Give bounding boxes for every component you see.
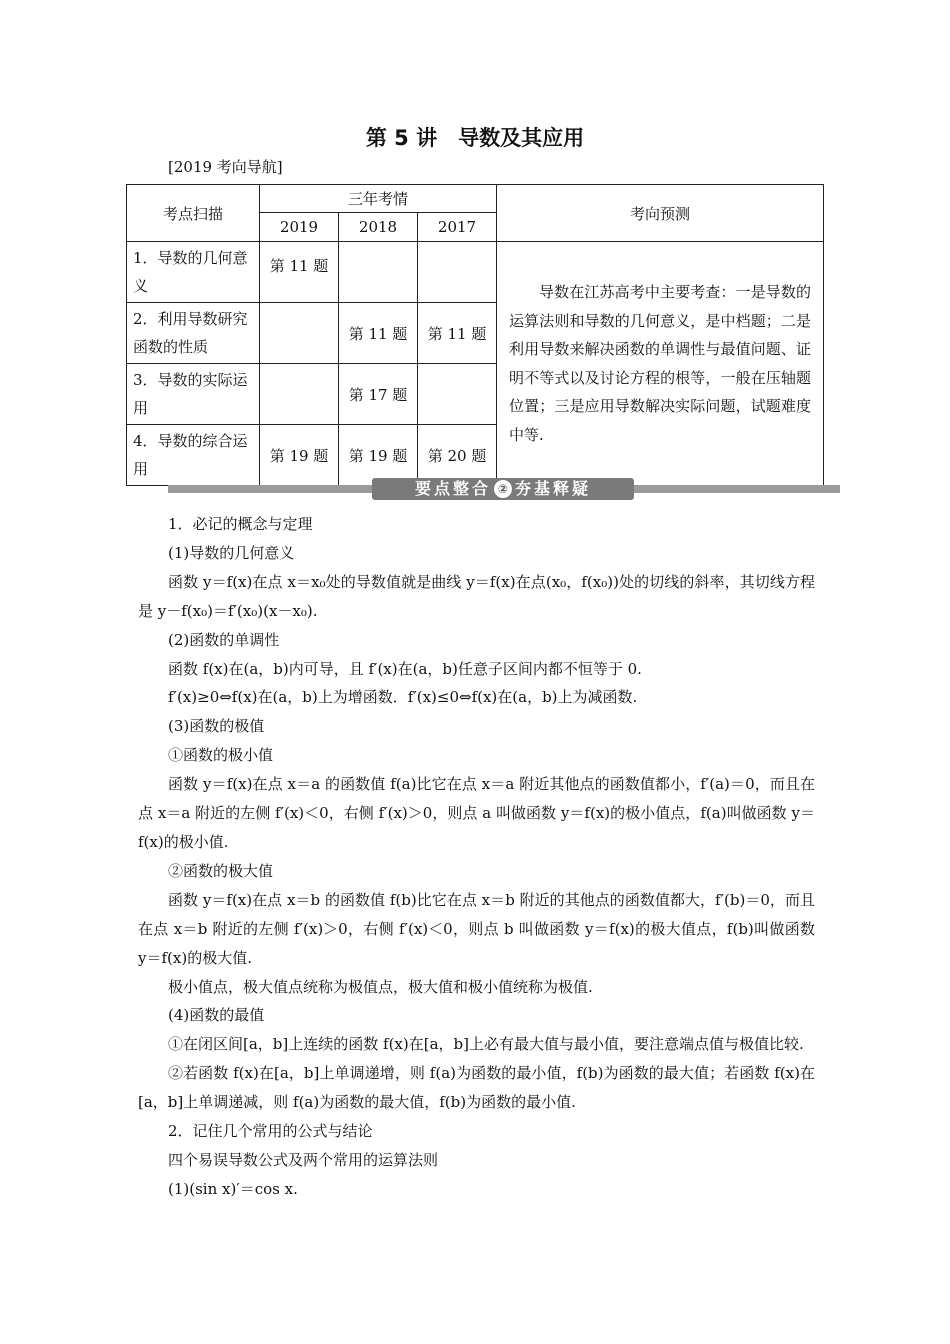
header-three-years: 三年考情 xyxy=(260,185,497,213)
content-body xyxy=(138,510,815,1204)
subheading-local-max: ②函数的极大值 xyxy=(168,861,274,880)
formula-sin: (1)(sin x)′＝cos x. xyxy=(168,1179,298,1198)
topic-cell: 1．导数的几何意义 xyxy=(127,242,260,303)
paragraph-formulas-intro: 四个易误导数公式及两个常用的运算法则 xyxy=(168,1150,439,1169)
header-year: 2017 xyxy=(418,213,497,242)
section-banner xyxy=(168,478,840,500)
year-cell: 第 11 题 xyxy=(339,303,418,364)
year-cell: 第 19 题 xyxy=(339,425,418,486)
year-cell xyxy=(260,364,339,425)
prediction-text: 导数在江苏高考中主要考查：一是导数的运算法则和导数的几何意义，是中档题；二是利用导数来解决函数的单调性与最值问题、证明不等式以及讨论方程的根等，一般在压轴题位置；三是应用导数解决实际问题，试题难度中等. xyxy=(497,242,824,486)
year-cell: 第 11 题 xyxy=(260,242,339,303)
section-subtitle: [2019 考向导航] xyxy=(168,158,283,176)
year-cell xyxy=(418,242,497,303)
banner-right-text: 夯基释疑 xyxy=(515,479,592,498)
topic-cell: 2．利用导数研究函数的性质 xyxy=(127,303,260,364)
paragraph-extremum-summary: 极小值点，极大值点统称为极值点，极大值和极小值统称为极值. xyxy=(168,977,593,996)
subheading-monotonicity: (2)函数的单调性 xyxy=(168,630,280,649)
paragraph-local-min: 函数 y＝f(x)在点 x＝a 的函数值 f(a)比它在点 x＝a 附近其他点的函数值都小，f′(a)＝0，而且在点 x＝a 附近的左侧 f′(x)＜0，右侧 f′(x)＞0，则点 a 叫做函数 y＝f(x)的极小值点，f(a)叫做函数 y＝f(x)的极小值. xyxy=(138,775,815,851)
paragraph-closed-interval: ①在闭区间[a，b]上连续的函数 f(x)在[a，b]上必有最大值与最小值，要注意端点值与极值比较. xyxy=(168,1035,804,1054)
paragraph-monotonic-interval: ②若函数 f(x)在[a，b]上单调递增，则 f(a)为函数的最小值，f(b)为函数的最大值；若函数 f(x)在[a，b]上单调递减，则 f(a)为函数的最大值，f(b)为函数的最小值. xyxy=(138,1064,815,1112)
topic-cell: 4．导数的综合运用 xyxy=(127,425,260,486)
subheading-geometric-meaning: (1)导数的几何意义 xyxy=(168,543,295,562)
header-year: 2019 xyxy=(260,213,339,242)
year-cell: 第 20 题 xyxy=(418,425,497,486)
exam-trend-table xyxy=(126,184,824,486)
heading-formulas: 2．记住几个常用的公式与结论 xyxy=(168,1122,373,1141)
header-prediction: 考向预测 xyxy=(497,185,824,242)
subheading-local-min: ①函数的极小值 xyxy=(168,746,274,765)
paragraph-geometric-meaning: 函数 y＝f(x)在点 x＝x₀处的导数值就是曲线 y＝f(x)在点(x₀，f(x₀))处的切线的斜率，其切线方程是 y－f(x₀)＝f′(x₀)(x－x₀). xyxy=(138,572,815,620)
subheading-maximum-minimum: (4)函数的最值 xyxy=(168,1006,265,1025)
paragraph-local-max: 函数 y＝f(x)在点 x＝b 的函数值 f(b)比它在点 x＝b 附近的其他点的函数值都大，f′(b)＝0，而且在点 x＝b 附近的左侧 f′(x)＞0，右侧 f′(x)＜0，则点 b 叫做函数 y＝f(x)的极大值点，f(b)叫做函数 y＝f(x)的极大值. xyxy=(138,890,815,967)
page-title: 第 5 讲 导数及其应用 xyxy=(365,126,585,150)
year-cell: 第 17 题 xyxy=(339,364,418,425)
year-cell xyxy=(260,303,339,364)
header-year: 2018 xyxy=(339,213,418,242)
year-cell xyxy=(339,242,418,303)
topic-cell: 3．导数的实际运用 xyxy=(127,364,260,425)
heading-concepts: 1．必记的概念与定理 xyxy=(168,515,313,533)
subheading-extremum: (3)函数的极值 xyxy=(168,717,265,736)
table-row xyxy=(127,242,824,303)
year-cell: 第 11 题 xyxy=(418,303,497,364)
header-topic: 考点扫描 xyxy=(127,185,260,242)
banner-badge-icon: ② xyxy=(494,480,512,498)
paragraph-monotonicity-1: 函数 f(x)在(a，b)内可导，且 f′(x)在(a，b)任意子区间内都不恒等于 0. xyxy=(168,659,642,678)
year-cell: 第 19 题 xyxy=(260,425,339,486)
banner-label xyxy=(372,478,634,500)
paragraph-monotonicity-2: f′(x)≥0⇔f(x)在(a，b)上为增函数．f′(x)≤0⇔f(x)在(a，b)上为减函数. xyxy=(168,688,638,707)
year-cell xyxy=(418,364,497,425)
banner-left-text: 要点整合 xyxy=(414,479,491,498)
